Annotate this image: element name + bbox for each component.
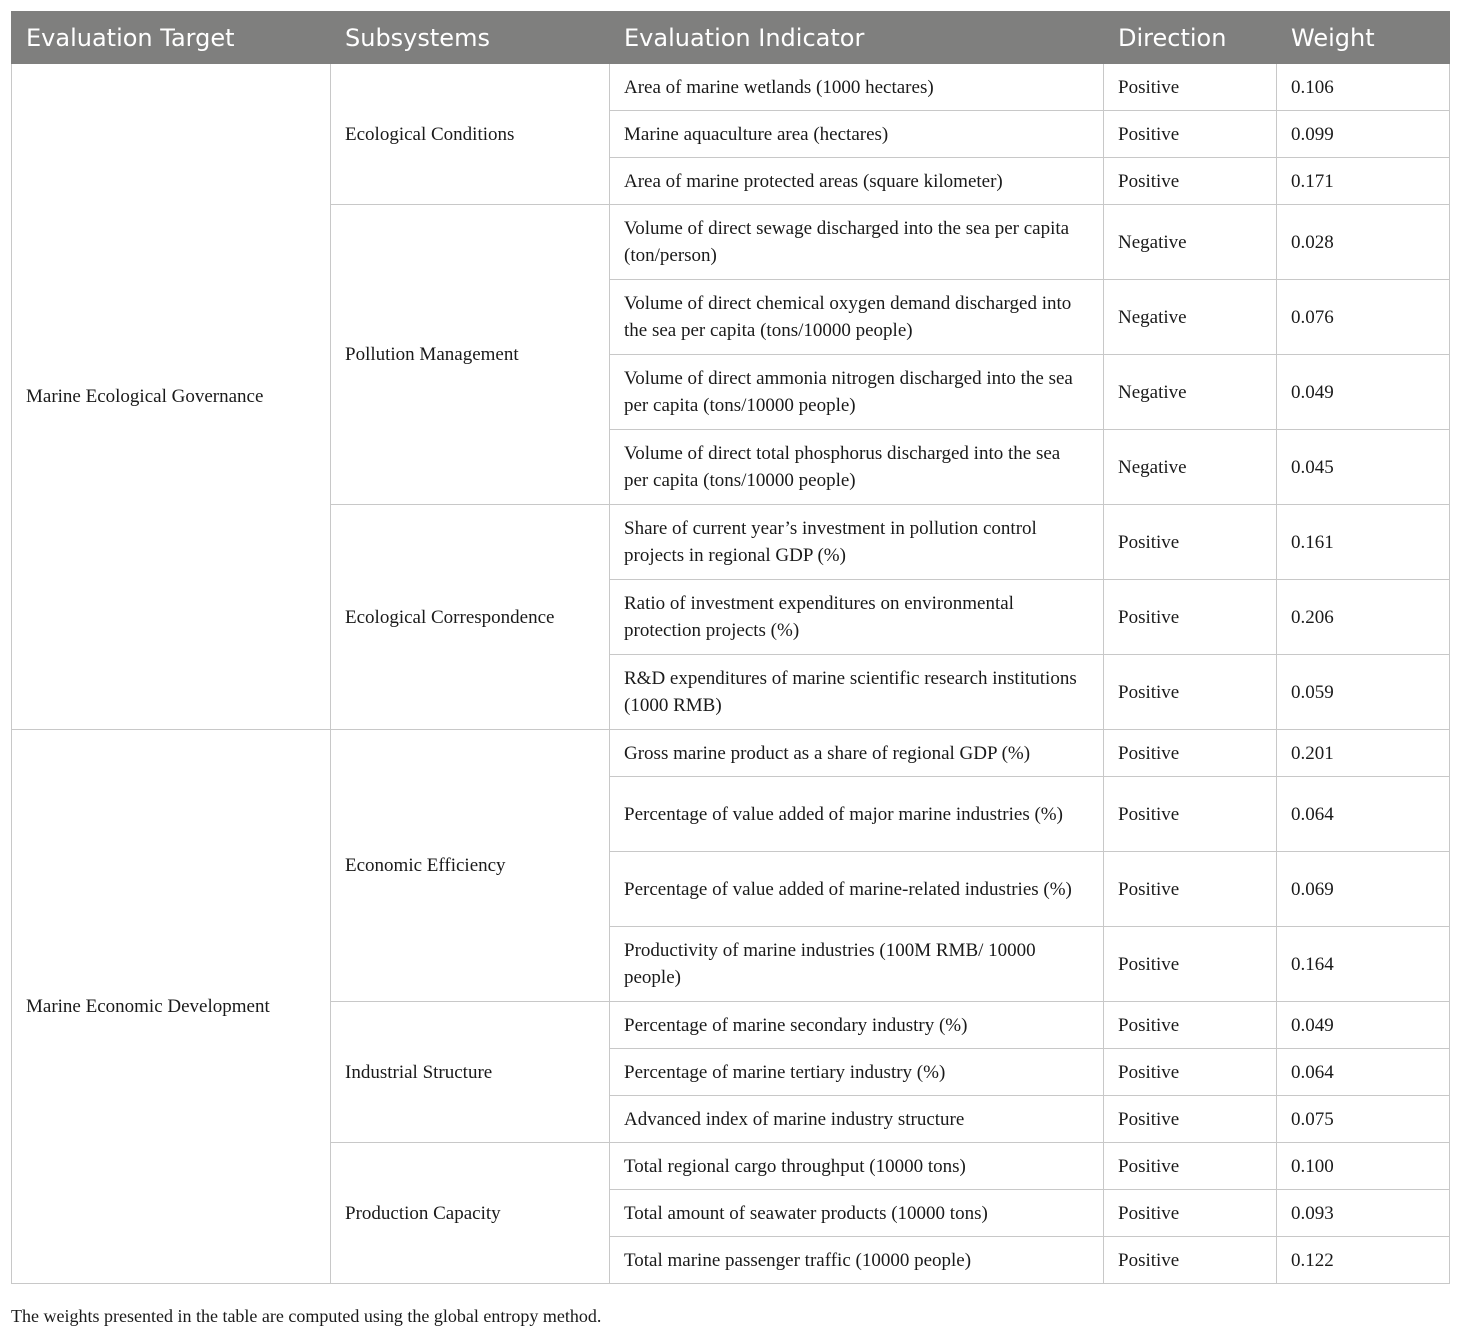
subsystem-cell: Production Capacity [331, 1143, 610, 1284]
table-footnote: The weights presented in the table are computed using the global entropy method. [11, 1306, 602, 1326]
direction-cell: Positive [1104, 158, 1277, 205]
header-evaluation-indicator: Evaluation Indicator [610, 12, 1104, 64]
weight-cell: 0.075 [1277, 1096, 1450, 1143]
indicator-cell: Marine aquaculture area (hectares) [610, 111, 1104, 158]
indicator-cell: Total marine passenger traffic (10000 people) [610, 1237, 1104, 1284]
weight-cell: 0.201 [1277, 730, 1450, 777]
indicator-table-container [11, 11, 1449, 1284]
indicator-cell: Total regional cargo throughput (10000 tons) [610, 1143, 1104, 1190]
direction-cell: Positive [1104, 111, 1277, 158]
indicator-cell: Gross marine product as a share of regional GDP (%) [610, 730, 1104, 777]
subsystem-cell: Ecological Correspondence [331, 505, 610, 730]
direction-cell: Negative [1104, 430, 1277, 505]
indicator-cell: Volume of direct sewage discharged into the sea per capita (ton/person) [610, 205, 1104, 280]
direction-cell: Negative [1104, 205, 1277, 280]
direction-cell: Positive [1104, 852, 1277, 927]
weight-cell: 0.171 [1277, 158, 1450, 205]
indicator-cell: Percentage of marine secondary industry (%) [610, 1002, 1104, 1049]
indicator-cell: Volume of direct total phosphorus discharged into the sea per capita (tons/10000 people) [610, 430, 1104, 505]
indicator-cell: Percentage of value added of marine-related industries (%) [610, 852, 1104, 927]
indicator-cell: R&D expenditures of marine scientific research institutions (1000 RMB) [610, 655, 1104, 730]
weight-cell: 0.069 [1277, 852, 1450, 927]
weight-cell: 0.028 [1277, 205, 1450, 280]
indicator-cell: Area of marine wetlands (1000 hectares) [610, 64, 1104, 111]
direction-cell: Positive [1104, 1190, 1277, 1237]
header-evaluation-target: Evaluation Target [12, 12, 331, 64]
indicator-cell: Area of marine protected areas (square kilometer) [610, 158, 1104, 205]
weight-cell: 0.076 [1277, 280, 1450, 355]
weight-cell: 0.164 [1277, 927, 1450, 1002]
table-header-row [12, 12, 1450, 64]
subsystem-cell: Industrial Structure [331, 1002, 610, 1143]
direction-cell: Positive [1104, 927, 1277, 1002]
subsystem-cell: Economic Efficiency [331, 730, 610, 1002]
indicator-cell: Total amount of seawater products (10000 tons) [610, 1190, 1104, 1237]
indicator-cell: Percentage of marine tertiary industry (%) [610, 1049, 1104, 1096]
subsystem-cell: Ecological Conditions [331, 64, 610, 205]
direction-cell: Positive [1104, 1143, 1277, 1190]
direction-cell: Positive [1104, 505, 1277, 580]
weight-cell: 0.161 [1277, 505, 1450, 580]
direction-cell: Negative [1104, 355, 1277, 430]
table-row [12, 64, 1450, 111]
evaluation-target-cell: Marine Economic Development [12, 730, 331, 1284]
indicator-cell: Advanced index of marine industry structure [610, 1096, 1104, 1143]
direction-cell: Positive [1104, 1002, 1277, 1049]
header-subsystems: Subsystems [331, 12, 610, 64]
weight-cell: 0.049 [1277, 1002, 1450, 1049]
weight-cell: 0.206 [1277, 580, 1450, 655]
evaluation-indicator-table [11, 11, 1450, 1284]
weight-cell: 0.106 [1277, 64, 1450, 111]
direction-cell: Positive [1104, 1237, 1277, 1284]
direction-cell: Positive [1104, 730, 1277, 777]
weight-cell: 0.059 [1277, 655, 1450, 730]
direction-cell: Positive [1104, 64, 1277, 111]
indicator-cell: Ratio of investment expenditures on environmental protection projects (%) [610, 580, 1104, 655]
direction-cell: Positive [1104, 777, 1277, 852]
indicator-cell: Share of current year’s investment in pollution control projects in regional GDP (%) [610, 505, 1104, 580]
indicator-cell: Percentage of value added of major marine industries (%) [610, 777, 1104, 852]
weight-cell: 0.064 [1277, 1049, 1450, 1096]
direction-cell: Positive [1104, 1096, 1277, 1143]
weight-cell: 0.064 [1277, 777, 1450, 852]
direction-cell: Positive [1104, 655, 1277, 730]
evaluation-target-cell: Marine Ecological Governance [12, 64, 331, 730]
direction-cell: Positive [1104, 1049, 1277, 1096]
weight-cell: 0.122 [1277, 1237, 1450, 1284]
indicator-cell: Volume of direct ammonia nitrogen discharged into the sea per capita (tons/10000 people) [610, 355, 1104, 430]
weight-cell: 0.099 [1277, 111, 1450, 158]
weight-cell: 0.049 [1277, 355, 1450, 430]
weight-cell: 0.100 [1277, 1143, 1450, 1190]
table-row [12, 730, 1450, 777]
indicator-cell: Volume of direct chemical oxygen demand discharged into the sea per capita (tons/10000 people) [610, 280, 1104, 355]
subsystem-cell: Pollution Management [331, 205, 610, 505]
header-direction: Direction [1104, 12, 1277, 64]
indicator-cell: Productivity of marine industries (100M RMB/ 10000 people) [610, 927, 1104, 1002]
direction-cell: Positive [1104, 580, 1277, 655]
direction-cell: Negative [1104, 280, 1277, 355]
header-weight: Weight [1277, 12, 1450, 64]
weight-cell: 0.093 [1277, 1190, 1450, 1237]
weight-cell: 0.045 [1277, 430, 1450, 505]
